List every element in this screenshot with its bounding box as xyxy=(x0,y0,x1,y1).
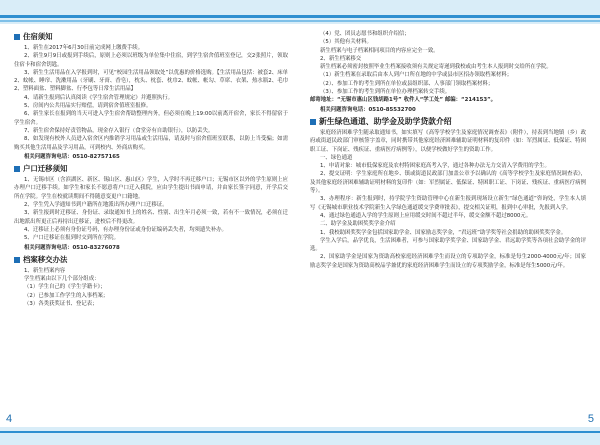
bottom-band xyxy=(300,427,600,445)
section-square-icon xyxy=(14,257,20,263)
left-content xyxy=(14,30,288,409)
paragraph: 3、办理程序：新生报到时，持学院学生资助管理中心在新生报到现场设立新生“绿色通道”咨询处，学生本人填写《无锡城市职业技术学院新生入学绿色通道缓交学费审批表》，提交相关证明，报到中心审批，先报到入学。 xyxy=(310,196,586,211)
paragraph: （4）党、团员志愿书和组织介绍信； xyxy=(320,31,410,37)
paragraph: 一、绿色通道 xyxy=(320,154,353,161)
top-band xyxy=(0,0,300,24)
paragraph: 5、户口迁移证在报到时交到所在学院。 xyxy=(24,235,120,242)
page-number-right: 5 xyxy=(587,413,594,425)
paragraph: 学生档案由以下几个部分组成： xyxy=(24,276,100,283)
paragraph: 2、国家助学金是国家为资助高校家庭经济困难学生而设立的专项助学金，标准是每生2000-4000元/年；国家励志奖学金是国家为资助高校品学兼优的家庭经济困难学生而设立的专项奖励学金，标准是每生5000元/年。 xyxy=(310,254,586,269)
section-square-icon xyxy=(14,166,20,172)
section-square-icon xyxy=(14,34,20,40)
paragraph: 6、新生家长在报到的当天可进入学生宿舍帮助整理内务，但必须在晚上19:00以前离开宿舍，家长不得留宿于学生宿舍。 xyxy=(14,111,288,126)
paragraph: 3、新生报到时迁移证、身份证、录取通知书上的姓名、性别、出生年月必须一致，若有不一致情况，必须在迁出地派出所更正后再持出迁移证，进校后不得更改。 xyxy=(14,210,288,225)
paragraph: （1）学生自己的《学生学籍卡》； xyxy=(24,284,106,291)
paragraph: （3）各类获奖证书、登记表； xyxy=(24,301,98,308)
paragraph: （5）其他有关材料。 xyxy=(320,39,372,46)
paragraph: 2、新生档案移交 xyxy=(320,55,362,62)
contact-phone-archive: 相关问题咨询电话：0510-85532700 xyxy=(320,106,416,113)
paragraph: 2、提交证明：学生家庭所在地乡、镇或街道民政部门加盖公章予以确认的《高等学校学生及家庭情况调查表》，及其他家庭经济困难辅助证明材料的复印件（如：军烈属证、低保证、特困职工证、下岗证、残疾证、重病医疗病例等）。 xyxy=(310,171,586,195)
contact-phone-residence: 相关问题咨询电话：0510-83276078 xyxy=(24,244,120,251)
paragraph: 学生入学后，品学优良，生活困难者，可参与国家助学奖学金、国家助学金、君远助学奖等各项社会助学金的评选。 xyxy=(310,237,586,253)
section-title-residence: 户口迁移须知 xyxy=(14,164,288,174)
section-title-housing: 住宿须知 xyxy=(14,32,288,42)
paragraph: 8、如发现有校外人员进入宿舍区内推销学习用品或生活用品，请及时与宿舍值班室联系，以防上当受骗；如需购买其他生活用品及学习用品，可到校内、外商店购买。 xyxy=(14,136,288,151)
paragraph: 1、我校助困奖奖学金包括国家助学金、国家励志奖学金，“君远班”助学奖等社会捐助的助困奖奖学金。 xyxy=(320,229,567,236)
page-number-left: 4 xyxy=(6,413,13,425)
paragraph: 1、申请对象：城市低保家庭及农村特困家庭高考入学，通过各种办法无力交清入学费用的学生。 xyxy=(320,163,550,170)
paragraph: 2、新生9月9日或报到手续后，原则上必须以班级为单位集中住宿，到学生宿舍值班室登记，交2张照片，领取住宿卡和宿舍钥匙。 xyxy=(14,53,288,68)
section-title-green-channel: 新生绿色通道、助学金及助学贷款介绍 xyxy=(310,117,586,127)
section-title-archive: 档案移交办法 xyxy=(14,255,288,265)
paragraph: 1、无锡市区（含滨湖区、新区、锡山区、惠山区）学生，入学时不再迁移户口；无锡市区以外的学生原则上应办理户口迁移手续。如学生和家长不愿意将户口迁入我院，应由学生提出书面申请，并由家长签字同意，开学后交所在学院。学生在校就读期间不得随意变更户口籍地。 xyxy=(14,177,288,200)
paragraph: 4、迁移证上必须有身份证号码，有办理身份证或身份证编码丢失者，均须遗失补办。 xyxy=(24,226,227,233)
paragraph: （2）、参加工作的考生到所在单位或县组织部、人事部门领取档案材料； xyxy=(320,80,494,87)
paragraph: 5、房间内公共用品实行赔偿，请到宿舍值班室报修。 xyxy=(24,103,152,110)
paragraph: 新生档案必须密封按照毕业生档案接收须有关规定寄递到我校或由考生本人报到时交给所在学院。 xyxy=(320,64,552,71)
paragraph: 1、新生在2017年6月30日前完成网上缴费手续。 xyxy=(24,45,144,51)
paragraph: （1）新生档案在录取后由本人到户口所在地的中学或县市区招办领取档案材料； xyxy=(320,72,513,79)
paragraph: （2）已参加工作学生的入事档案； xyxy=(24,292,109,299)
right-page xyxy=(300,0,600,445)
paragraph: 2、学生凭入学通知书到户籍所在地派出所办理户口迁移证。 xyxy=(24,202,168,209)
paragraph: 1、新生档案内容 xyxy=(24,267,66,274)
paragraph: 4、请新生报到后认真阅读《学生宿舍管理规定》并遵照执行。 xyxy=(24,94,173,101)
paragraph: 家庭经济困难学生随录取通知书，如实填写《高等学校学生及家庭情况调查表》（附件），持表到当地镇（乡）政府或街道民政部门审核签字盖章，同时携带其他家庭经济困难辅助证明材料的复印件（如：军烈属证、低保证、特困职工证、下岗证、残疾证、重病医疗病例等），以便学校做好学生的资助工作。 xyxy=(310,129,586,153)
paragraph: 4、通过绿色通道入学的学生原则上应用缓交时间不超过半年，缓交金额不超过8000元。 xyxy=(320,212,532,219)
paragraph: （3）、参加工作的考生到所在单位办理档案转交手续。 xyxy=(320,89,451,96)
top-band xyxy=(300,0,600,24)
paragraph: 新生档案与电子档案相同项目的内容应完全一致。 xyxy=(320,47,439,54)
contact-phone-housing: 相关问题咨询电话：0510-82757165 xyxy=(24,153,120,160)
paragraph: 7、新生宿舍保持好责管物品，现金存入银行（食堂旁有自助银行），以防丢失。 xyxy=(24,127,214,134)
paragraph: 3、新生生活用品在入学报到时，可见“校园生活用品领取处”以优惠的价格选购。【生活用品包括：被套2、床单2、蚊帐、睡帘、洗漱用品（牙刷、牙膏、香皂），枕头、枕套、枕巾2、蚊帐、帐勾、草席、衣架、热水瓶2、毛巾2、塑料面盆、塑料脚盆、行李包等日常生活用品】 xyxy=(14,69,288,93)
paragraph: 二、助学金及助困奖奖学金介绍 xyxy=(320,221,396,228)
section-square-icon xyxy=(310,119,316,125)
bottom-band xyxy=(0,427,300,445)
right-content xyxy=(310,30,586,409)
mail-address: 邮寄地址：“无锡市惠山区钱胡路1号” 收件人“学工处” 邮编：“214153”。 xyxy=(310,97,497,104)
